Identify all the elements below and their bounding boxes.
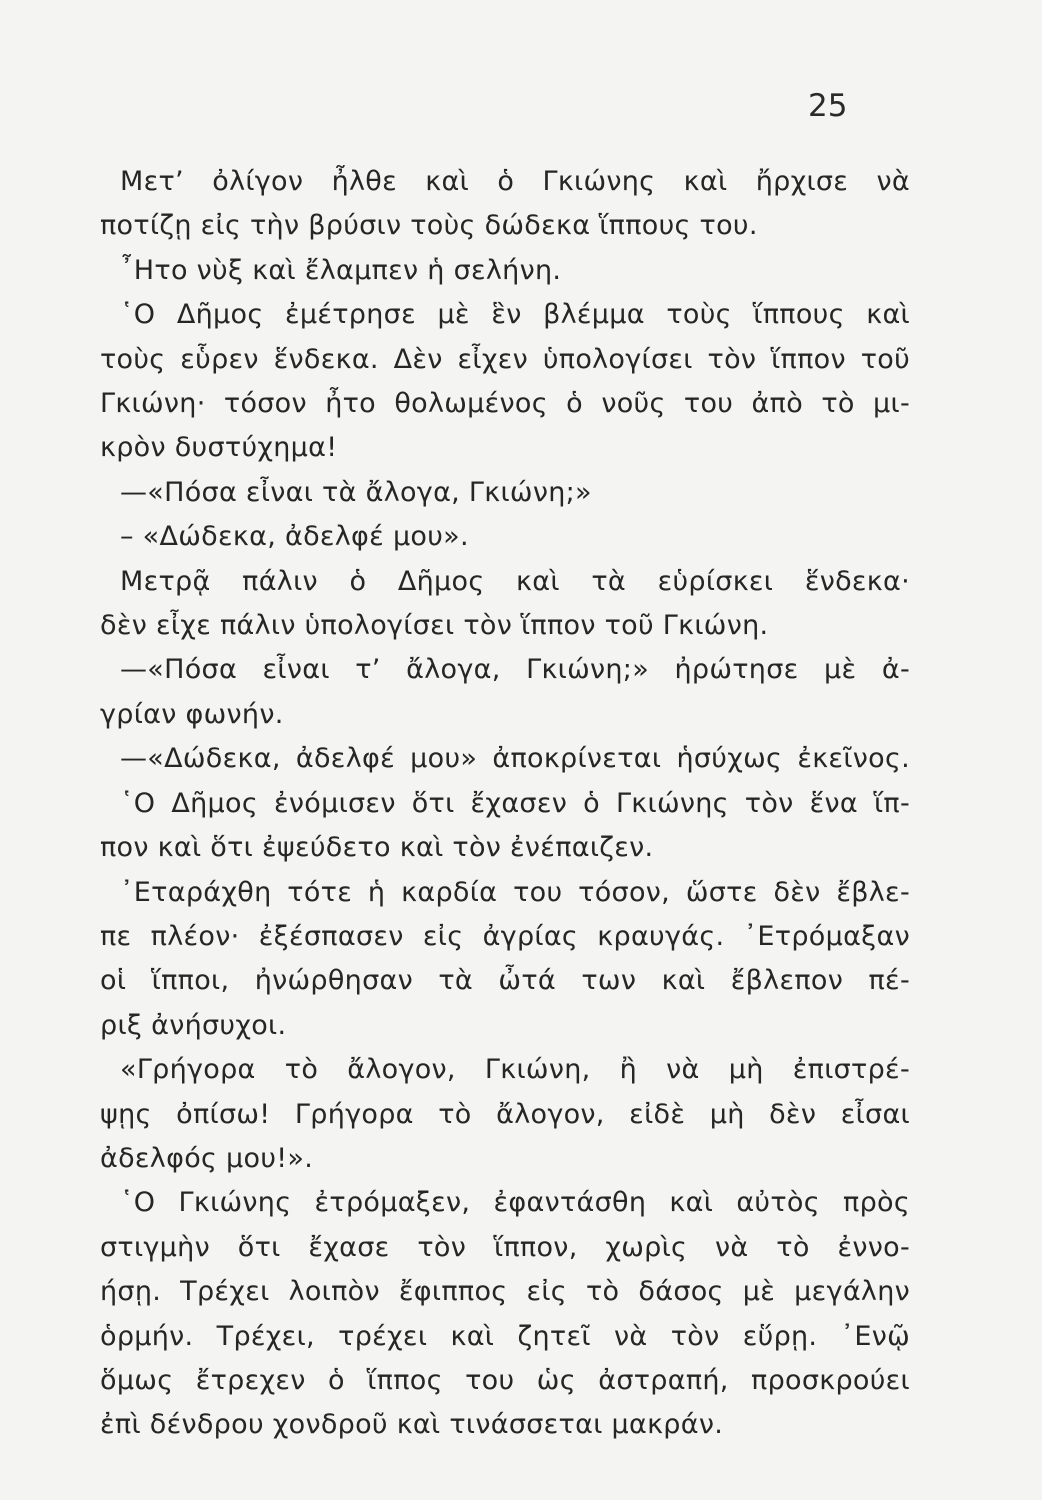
text-line: ῾Ο Δῆμος ἐμέτρησε μὲ ἓν βλέμμα τοὺς ἵππους καὶ (120, 299, 910, 331)
text-line: πε πλέον· ἐξέσπασεν εἰς ἀγρίας κραυγάς. ᾿Ετρόμαξαν (100, 920, 910, 952)
page-number: 25 (808, 88, 848, 124)
text-line: —«Πόσα εἶναι τ’ ἄλογα, Γκιώνη;» ἠρώτησε μὲ ἀ- (120, 654, 910, 686)
text-line: Γκιώνη· τόσον ἦτο θολωμένος ὁ νοῦς του ἀπὸ τὸ μι- (100, 388, 910, 420)
text-line: Μετρᾷ πάλιν ὁ Δῆμος καὶ τὰ εὑρίσκει ἕνδεκα· (120, 565, 910, 597)
text-line: ᾿Εταράχθη τότε ἡ καρδία του τόσον, ὥστε δὲν ἔβλε- (120, 876, 910, 908)
text-line: ῾Ο Δῆμος ἐνόμισεν ὅτι ἔχασεν ὁ Γκιώνης τὸν ἕνα ἵπ- (120, 787, 910, 819)
text-line: ποτίζῃ εἰς τὴν βρύσιν τοὺς δώδεκα ἵππους του. (100, 210, 758, 242)
text-line: —«Πόσα εἶναι τὰ ἄλογα, Γκιώνη;» (120, 476, 592, 508)
text-line: —«Δώδεκα, ἀδελφέ μου» ἀποκρίνεται ἡσύχως ἐκεῖνος. (120, 743, 910, 775)
text-line: στιγμὴν ὅτι ἔχασε τὸν ἵππον, χωρὶς νὰ τὸ ἐννο- (100, 1231, 910, 1263)
text-line: «Γρήγορα τὸ ἄλογον, Γκιώνη, ἢ νὰ μὴ ἐπιστρέ- (120, 1054, 910, 1086)
text-line: ριξ ἀνήσυχοι. (100, 1009, 287, 1041)
text-line: ὁρμήν. Τρέχει, τρέχει καὶ ζητεῖ νὰ τὸν εὕρῃ. ᾿Ενῷ (100, 1320, 910, 1352)
text-line: γρίαν φωνήν. (100, 698, 284, 730)
text-line: οἱ ἵπποι, ἠνώρθησαν τὰ ὦτά των καὶ ἔβλεπον πέ- (100, 965, 910, 997)
text-line: ψῃς ὀπίσω! Γρήγορα τὸ ἄλογον, εἰδὲ μὴ δὲν εἶσαι (100, 1098, 910, 1130)
text-line: κρὸν δυστύχημα! (100, 432, 338, 464)
text-line: ἀδελφός μου!». (100, 1142, 314, 1174)
text-line: ῏Ητο νὺξ καὶ ἔλαμπεν ἡ σελήνη. (120, 254, 562, 286)
text-line: τοὺς εὗρεν ἕνδεκα. Δὲν εἶχεν ὑπολογίσει τὸν ἵππον τοῦ (100, 343, 910, 375)
text-line: ἐπὶ δένδρου χονδροῦ καὶ τινάσσεται μακράν. (100, 1409, 724, 1441)
text-line: ῾Ο Γκιώνης ἐτρόμαξεν, ἐφαντάσθη καὶ αὐτὸς πρὸς (120, 1187, 910, 1219)
page-text (100, 160, 910, 1448)
text-line: ὅμως ἔτρεχεν ὁ ἵππος του ὡς ἀστραπή, προσκρούει (100, 1364, 910, 1396)
text-line: δὲν εἶχε πάλιν ὑπολογίσει τὸν ἵππον τοῦ Γκιώνη. (100, 610, 769, 642)
text-line: – «Δώδεκα, ἀδελφέ μου». (120, 521, 469, 553)
text-line: Μετ’ ὀλίγον ἦλθε καὶ ὁ Γκιώνης καὶ ἤρχισε νὰ (120, 166, 910, 197)
text-line: πον καὶ ὅτι ἐψεύδετο καὶ τὸν ἐνέπαιζεν. (100, 832, 654, 864)
text-line: ήσῃ. Τρέχει λοιπὸν ἔφιππος εἰς τὸ δάσος μὲ μεγάλην (100, 1276, 910, 1308)
